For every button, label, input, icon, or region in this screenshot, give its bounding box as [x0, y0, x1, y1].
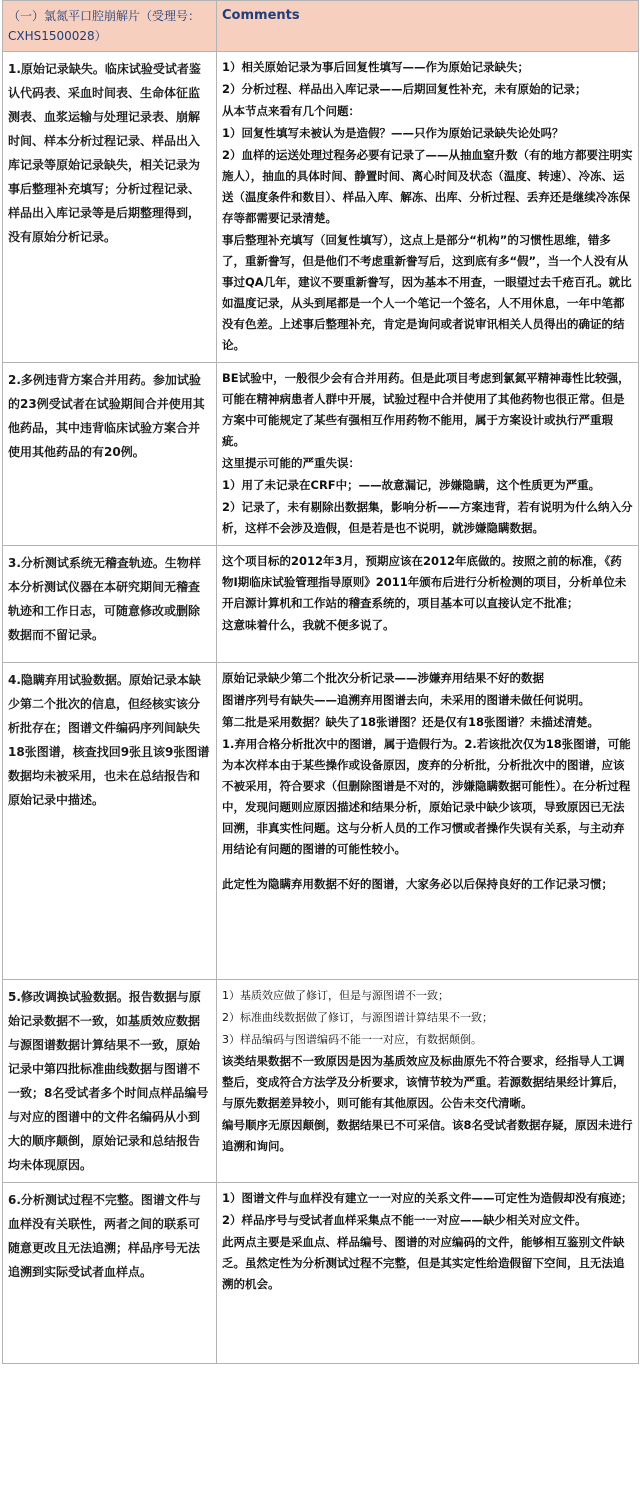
- comment-line: 原始记录缺少第二个批次分析记录——涉嫌弃用结果不好的数据: [222, 671, 544, 685]
- table-row: [3, 1183, 639, 1364]
- comment-cell: [217, 663, 639, 980]
- issue-cell: 3.分析测试系统无稽查轨迹。生物样本分析测试仪器在本研究期间无稽查轨迹和工作日志，可随意修改或删除数据而不留记录。: [3, 546, 217, 663]
- comment-line: 2）标准曲线数据做了修订，与源图谱计算结果不一致；: [222, 1011, 493, 1024]
- comment-line: BE试验中，一般很少会有合并用药。但是此项目考虑到氯氮平精神毒性比较强，可能在精神病患者人群中开展，试验过程中合并使用了其他药物也很正常。但是方案中可能规定了某些有强相互作用药物不能用，属于方案设计或执行严重瑕疵。: [222, 371, 630, 448]
- issue-cell: 1.原始记录缺失。临床试验受试者鉴认代码表、采血时间表、生命体征监测表、血浆运输与处理记录表、崩解时间、样本分析过程记录、样品出入库记录等原始记录缺失，相关记录为事后整理补充填写；分析过程记录、样品出入库记录等是后期整理得到，没有原始分析记录。: [3, 52, 217, 363]
- comment-line: 此定性为隐瞒弃用数据不好的图谱，大家务必以后保持良好的工作记录习惯；: [222, 877, 613, 891]
- comment-line: 3）样品编码与图谱编码不能一一对应，有数据颠倒。: [222, 1033, 482, 1046]
- comment-line: 1）回复性填写未被认为是造假？——只作为原始记录缺失论处吗？: [222, 126, 564, 140]
- comment-line: 图谱序列号有缺失——追溯弃用图谱去向，未采用的图谱未做任何说明。: [222, 693, 590, 707]
- comment-line: 事后整理补充填写（回复性填写），这点上是部分“机构”的习惯性思维，错多了，重新誊写，但是他们不考虑重新誊写后，这到底有多“假”，当一个人没有从事过QA几年，建议不要重新誊写，因为基本不用查，一眼望过去千疮百孔。就比如温度记录，从头到尾都是一个人一个笔记一个签名，人不用休息，一年中笔都没有色差。上述事后整理补充，肯定是询问或者说审讯相关人员得出的确证的结论。: [222, 233, 632, 352]
- table-row: [3, 363, 639, 546]
- comment-line: 第二批是采用数据？缺失了18张谱图？还是仅有18张图谱？未描述清楚。: [222, 715, 600, 729]
- comment-cell: [217, 52, 639, 363]
- comment-line: 这个项目标的2012年3月，预期应该在2012年底做的。按照之前的标准，《药物Ⅰ期临床试验管理指导原则》2011年颁布后进行分析检测的项目，分析单位未开启源计算机和工作站的稽查系统的，项目基本可以直接认定不批准；: [222, 554, 627, 610]
- comment-line: 此两点主要是采血点、样品编号、图谱的对应编码的文件，能够相互鉴别文件缺乏。虽然定性为分析测试过程不完整，但是其实定性给造假留下空间，且无法追溯的机会。: [222, 1235, 625, 1291]
- header-row: [3, 1, 639, 52]
- review-table: [2, 0, 639, 1364]
- drug-title-header: （一）氯氮平口腔崩解片（受理号：CXHS1500028）: [3, 1, 217, 52]
- comment-line: 这里提示可能的严重失误：: [222, 456, 360, 470]
- table-row: [3, 980, 639, 1183]
- comment-line: 该类结果数据不一致原因是因为基质效应及标曲原先不符合要求，经指导人工调整后，变成符合方法学及分析要求，该情节较为严重。若源数据结果经计算后，与原先数据差异较小，则可能有其他原因。公告未交代清晰。: [222, 1054, 625, 1110]
- table-row: [3, 546, 639, 663]
- comment-line: 2）样品序号与受试者血样采集点不能一一对应——缺少相关对应文件。: [222, 1213, 587, 1227]
- comment-line: 2）血样的运送处理过程务必要有记录了——从抽血窒升数（有的地方都要注明实施人），抽血的具体时间、静置时间、离心时间及状态（温度、转速）、冷冻、运送（温度条件和数目）、样品入库、解冻、出库、分析过程、丢弃还是继续冷冻保存等都需要记录清楚。: [222, 148, 633, 225]
- comment-line: 编号顺序无原因颠倒，数据结果已不可采信。该8名受试者数据存疑，原因未进行追溯和询问。: [222, 1118, 633, 1153]
- comment-line: 1）图谱文件与血样没有建立一一对应的关系文件——可定性为造假却没有痕迹；: [222, 1191, 633, 1205]
- issue-cell: 5.修改调换试验数据。报告数据与原始记录数据不一致，如基质效应数据与源图谱数据计算结果不一致，原始记录中第四批标准曲线数据与图谱不一致；8名受试者多个时间点样品编号与对应的图谱中的文件名编码从小到大的顺序颠倒，原始记录和总结报告均未体现原因。: [3, 980, 217, 1183]
- comment-cell: [217, 1183, 639, 1364]
- comment-cell: [217, 363, 639, 546]
- comment-line: 从本节点来看有几个问题：: [222, 104, 360, 118]
- comment-line: 2）记录了，未有剔除出数据集，影响分析——方案违背，若有说明为什么纳入分析，这样不会涉及造假，但是若是也不说明，就涉嫌隐瞒数据。: [222, 500, 633, 535]
- issue-cell: 2.多例违背方案合并用药。参加试验的23例受试者在试验期间合并使用其他药品，其中违背临床试验方案合并使用其他药品的有20例。: [3, 363, 217, 546]
- comment-cell: [217, 980, 639, 1183]
- comment-line: 1）基质效应做了修订，但是与源图谱不一致；: [222, 989, 449, 1002]
- comment-line: 1）相关原始记录为事后回复性填写——作为原始记录缺失；: [222, 60, 529, 74]
- comment-spacer: [222, 861, 633, 873]
- comment-line: 1）用了未记录在CRF中；——故意漏记，涉嫌隐瞒，这个性质更为严重。: [222, 478, 601, 492]
- table-row: [3, 52, 639, 363]
- table-row: [3, 663, 639, 980]
- issue-cell: 6.分析测试过程不完整。图谱文件与血样没有关联性，两者之间的联系可随意更改且无法追溯；样品序号无法追溯到实际受试者血样点。: [3, 1183, 217, 1364]
- comment-line: 2）分析过程、样品出入库记录——后期回复性补充，未有原始的记录；: [222, 82, 587, 96]
- comment-cell: [217, 546, 639, 663]
- comment-line: 这意味着什么，我就不便多说了。: [222, 618, 395, 632]
- comment-line: 1.弃用合格分析批次中的图谱，属于造假行为。2.若该批次仅为18张图谱，可能为本次样本由于某些操作或设备原因，废弃的分析批，分析批次中的图谱，应该不被采用，符合要求（但删除图谱是不对的，涉嫌隐瞒数据可能性）。在分析过程中，发现问题则应原因描述和结果分析，原始记录中缺少该项，导致原因已无法回溯，非真实性问题。这与分析人员的工作习惯或者操作失误有关系，与主动弃用结论有问题的图谱的可能性较小。: [222, 737, 631, 856]
- issue-cell: 4.隐瞒弃用试验数据。原始记录本缺少第二个批次的信息，但经核实该分析批存在；图谱文件编码序列间缺失18张图谱，核查找回9张且该9张图谱数据均未被采用，也未在总结报告和原始记录中描述。: [3, 663, 217, 980]
- comments-header: Comments: [217, 1, 639, 52]
